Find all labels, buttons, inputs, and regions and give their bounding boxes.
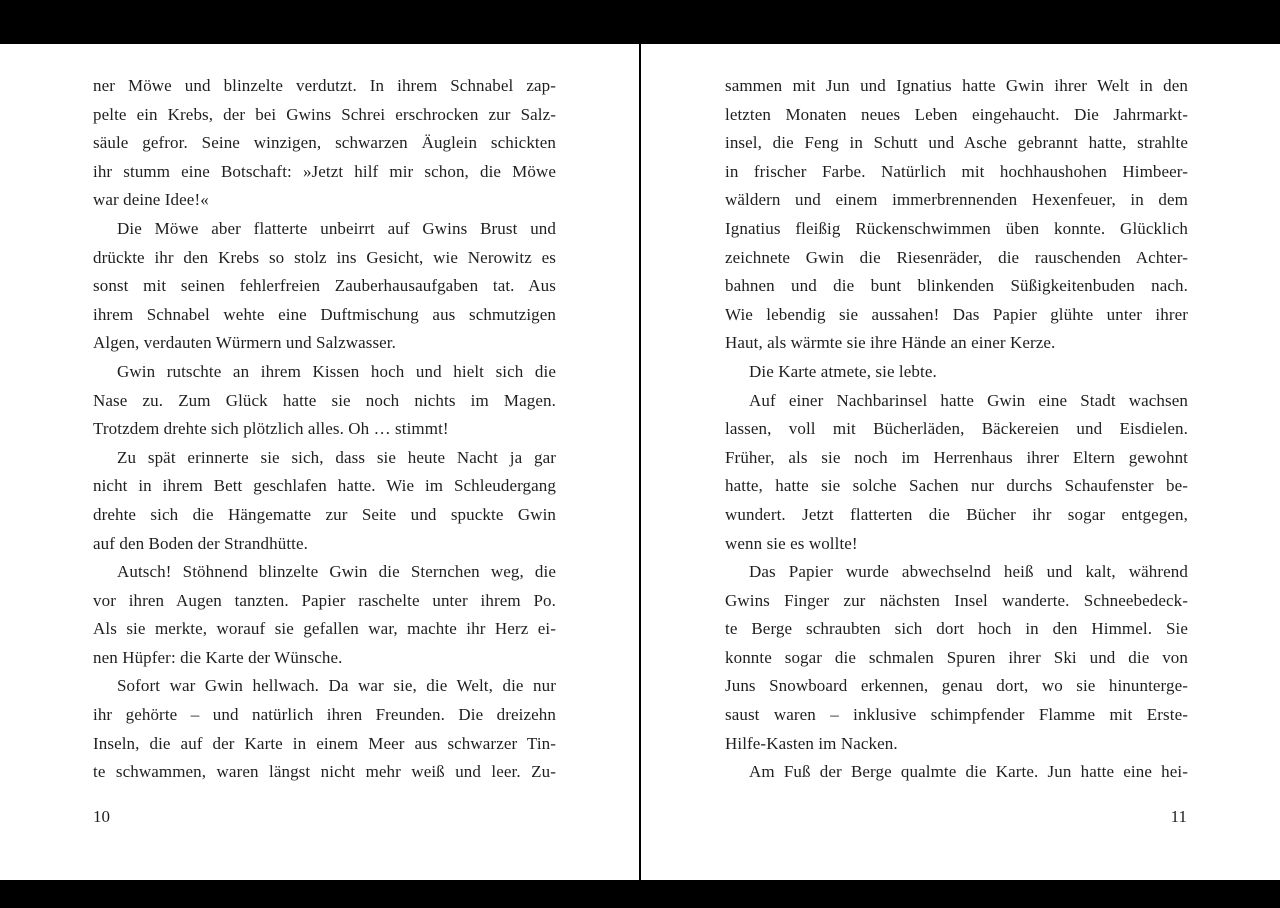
text-line: drückte ihr den Krebs so stolz ins Gesicht, wie Nerowitz es (93, 247, 556, 267)
page-divider (639, 0, 641, 908)
text-line: lassen, voll mit Bücherläden, Bäckereien und Eisdielen. (725, 419, 1188, 439)
text-line: Wie lebendig sie aussahen! Das Papier glühte unter ihrer (725, 304, 1188, 324)
text-line: konnte sogar die schmalen Spuren ihrer Ski und die von (725, 647, 1188, 667)
text-line: Die Möwe aber flatterte unbeirrt auf Gwins Brust und (117, 218, 556, 238)
text-line: te schwammen, waren längst nicht mehr weiß und leer. Zu- (93, 762, 556, 782)
text-line: Auf einer Nachbarinsel hatte Gwin eine Stadt wachsen (749, 390, 1188, 410)
text-line: Nase zu. Zum Glück hatte sie noch nichts im Magen. (93, 390, 556, 410)
text-line: Juns Snowboard erkennen, genau dort, wo sie hinunterge- (725, 676, 1188, 696)
text-line: Die Karte atmete, sie lebte. (749, 361, 937, 381)
text-line: Früher, als sie noch im Herrenhaus ihrer Eltern gewohnt (725, 447, 1188, 467)
text-line: Autsch! Stöhnend blinzelte Gwin die Sternchen weg, die (117, 562, 556, 582)
text-line: Algen, verdauten Würmern und Salzwasser. (93, 333, 396, 353)
text-line: wundert. Jetzt flatterten die Bücher ihr sogar entgegen, (725, 504, 1188, 524)
text-line: hatte, hatte sie solche Sachen nur durchs Schaufenster be- (725, 476, 1188, 496)
text-line: sammen mit Jun und Ignatius hatte Gwin ihrer Welt in den (725, 76, 1188, 95)
text-line: sonst mit seinen fehlerfreien Zauberhausaufgaben tat. Aus (93, 276, 556, 296)
text-line: war deine Idee!« (93, 190, 209, 210)
text-line: ner Möwe und blinzelte verdutzt. In ihrem Schnabel zap- (93, 76, 556, 95)
text-line: drehte sich die Hängematte zur Seite und spuckte Gwin (93, 504, 556, 524)
text-line: Gwins Finger zur nächsten Insel wanderte. Schneebedeck- (725, 590, 1188, 610)
text-line: Trotzdem drehte sich plötzlich alles. Oh … stimmt! (93, 419, 449, 439)
text-line: wenn sie es wollte! (725, 533, 858, 553)
text-line: letzten Monaten neues Leben eingehaucht. Die Jahrmarkt- (725, 104, 1188, 124)
text-line: in frischer Farbe. Natürlich mit hochhaushohen Himbeer- (725, 161, 1188, 181)
page-left-text (93, 72, 556, 787)
text-line: Zu spät erinnerte sie sich, dass sie heute Nacht ja gar (117, 447, 556, 467)
text-line: Sofort war Gwin hellwach. Da war sie, die Welt, die nur (117, 676, 556, 696)
page-number-left: 10 (93, 807, 110, 826)
text-line: bahnen und die bunt blinkenden Süßigkeitenbuden nach. (725, 276, 1188, 296)
text-line: auf den Boden der Strandhütte. (93, 533, 308, 553)
text-line: insel, die Feng in Schutt und Asche gebrannt hatte, strahlte (725, 133, 1188, 153)
text-line: ihr stumm eine Botschaft: »Jetzt hilf mir schon, die Möwe (93, 161, 556, 181)
text-line: nen Hüpfer: die Karte der Wünsche. (93, 647, 343, 667)
text-line: Inseln, die auf der Karte in einem Meer aus schwarzer Tin- (93, 733, 556, 753)
text-line: säule gefror. Seine winzigen, schwarzen Äuglein schickten (93, 133, 556, 153)
text-line: Haut, als wärmte sie ihre Hände an einer Kerze. (725, 333, 1056, 353)
page-number-right: 11 (1170, 807, 1187, 826)
text-line: Als sie merkte, worauf sie gefallen war, machte ihr Herz ei- (93, 619, 556, 639)
text-line: Gwin rutschte an ihrem Kissen hoch und hielt sich die (117, 361, 556, 381)
page-right-text (725, 72, 1188, 787)
text-line: te Berge schraubten sich dort hoch in den Himmel. Sie (725, 619, 1188, 639)
text-line: wäldern und einem immerbrennenden Hexenfeuer, in dem (725, 190, 1188, 210)
text-line: Das Papier wurde abwechselnd heiß und kalt, während (749, 562, 1188, 582)
text-line: vor ihren Augen tanzten. Papier raschelte unter ihrem Po. (93, 590, 556, 610)
text-line: Hilfe-Kasten im Nacken. (725, 733, 898, 753)
text-line: Am Fuß der Berge qualmte die Karte. Jun hatte eine hei- (749, 762, 1188, 782)
text-line: saust waren – inklusive schimpfender Flamme mit Erste- (725, 705, 1188, 725)
text-line: ihrem Schnabel wehte eine Duftmischung aus schmutzigen (93, 304, 556, 324)
text-line: pelte ein Krebs, der bei Gwins Schrei erschrocken zur Salz- (93, 104, 556, 124)
text-line: Ignatius fleißig Rückenschwimmen üben konnte. Glücklich (725, 218, 1188, 238)
text-line: zeichnete Gwin die Riesenräder, die rauschenden Achter- (725, 247, 1188, 267)
text-line: ihr gehörte – und natürlich ihren Freunden. Die dreizehn (93, 705, 556, 725)
text-line: nicht in ihrem Bett geschlafen hatte. Wie im Schleudergang (93, 476, 556, 496)
